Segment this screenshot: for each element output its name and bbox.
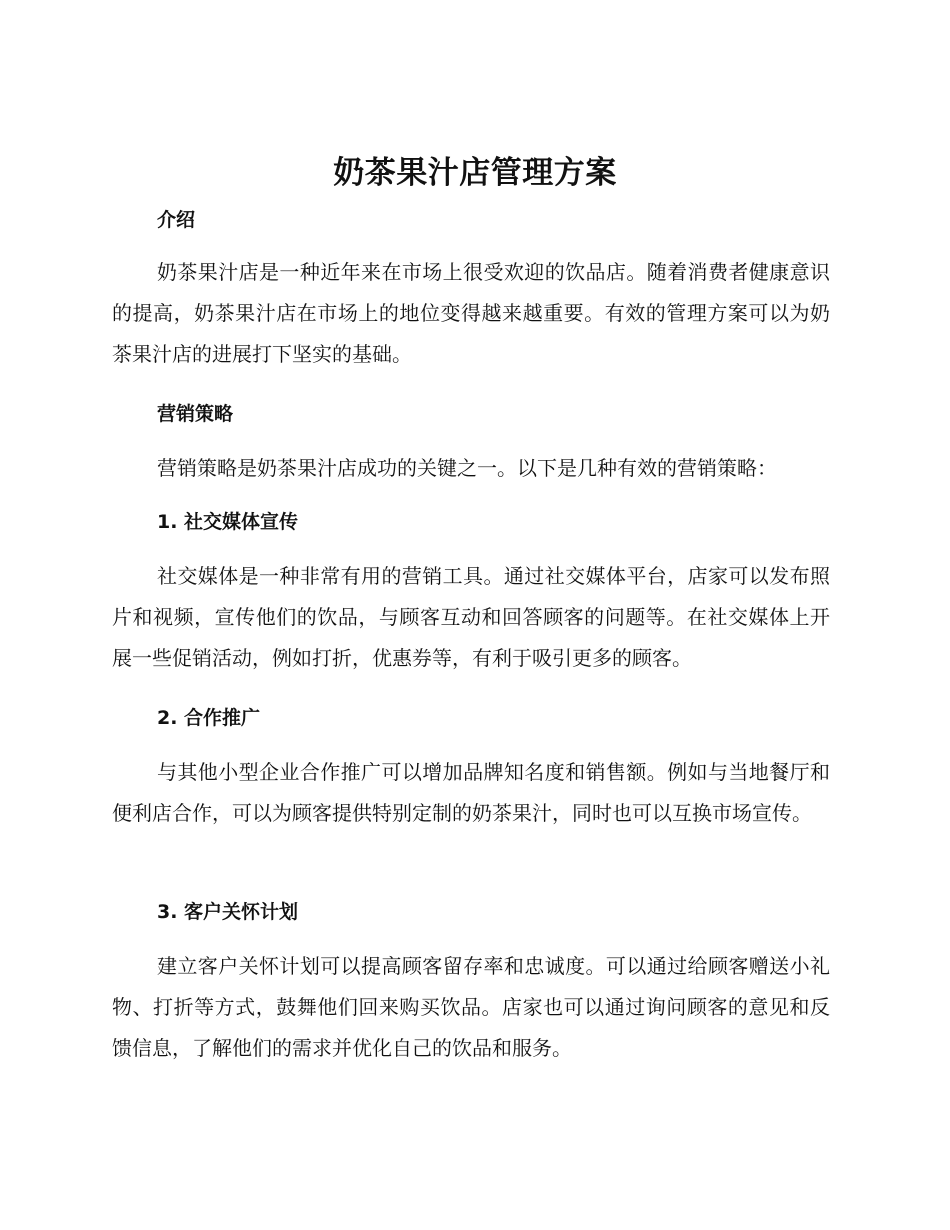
- section-heading-partnership: 2. 合作推广: [157, 707, 261, 729]
- document-title: 奶茶果汁店管理方案: [333, 155, 617, 191]
- section-body-intro: 奶茶果汁店是一种近年来在市场上很受欢迎的饮品店。随着消费者健康意识的提高，奶茶果汁店在市场上的地位变得越来越重要。有效的管理方案可以为奶茶果汁店的进展打下坚实的基础。: [112, 260, 830, 366]
- section-heading-intro: 介绍: [157, 209, 196, 231]
- section-heading-marketing: 营销策略: [157, 403, 234, 425]
- section-body-customer-care: 建立客户关怀计划可以提高顾客留存率和忠诚度。可以通过给顾客赠送小礼物、打折等方式，鼓舞他们回来购买饮品。店家也可以通过询问顾客的意见和反馈信息，了解他们的需求并优化自己的饮品和服务。: [112, 954, 830, 1060]
- section-heading-social-media: 1. 社交媒体宣传: [157, 511, 299, 533]
- section-heading-customer-care: 3. 客户关怀计划: [157, 901, 299, 923]
- section-body-partnership: 与其他小型企业合作推广可以增加品牌知名度和销售额。例如与当地餐厅和便利店合作，可以为顾客提供特别定制的奶茶果汁，同时也可以互换市场宣传。: [112, 760, 830, 825]
- section-body-marketing: 营销策略是奶茶果汁店成功的关键之一。以下是几种有效的营销策略：: [157, 456, 777, 480]
- section-body-social-media: 社交媒体是一种非常有用的营销工具。通过社交媒体平台，店家可以发布照片和视频，宣传他们的饮品，与顾客互动和回答顾客的问题等。在社交媒体上开展一些促销活动，例如打折，优惠券等，有利于吸引更多的顾客。: [112, 564, 830, 670]
